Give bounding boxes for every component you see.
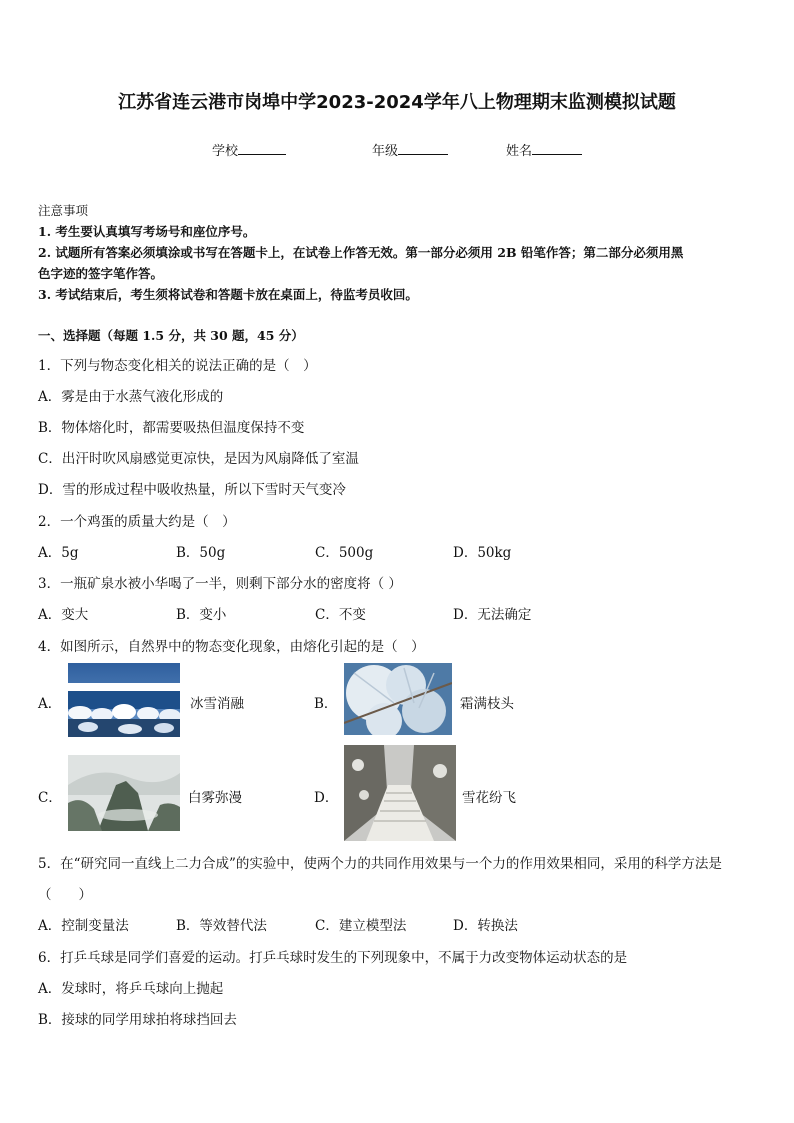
q6-option-b: B．接球的同学用球拍将球挡回去 [38, 1012, 237, 1028]
snowfall-path-image [344, 745, 456, 841]
q6-stem: 6．打乒乓球是同学们喜爱的运动。打乒乓球时发生的下列现象中，不属于力改变物体运动状态的是 [38, 950, 628, 966]
q4-option-a-label: 冰雪消融 [190, 696, 244, 712]
melting-ice-image [68, 663, 180, 737]
note-item: 色字迹的签字笔作答。 [38, 266, 164, 281]
q4-option-d-label: 雪花纷飞 [462, 790, 516, 806]
q1-option-a: A．雾是由于水蒸气液化形成的 [38, 389, 224, 405]
school-blank[interactable] [238, 141, 286, 155]
q2-option-d: D．50kg [453, 545, 512, 561]
name-label: 姓名 [506, 144, 533, 159]
q1-stem: 1．下列与物态变化相关的说法正确的是（ ） [38, 358, 317, 374]
q2-option-a: A．5g [38, 545, 79, 561]
q3-option-c: C．不变 [315, 607, 366, 623]
q3-option-b: B．变小 [176, 607, 227, 623]
q3-option-a: A．变大 [38, 607, 89, 623]
q1-option-b: B．物体熔化时，都需要吸热但温度保持不变 [38, 420, 305, 436]
q2-option-c: C．500g [315, 545, 374, 561]
mist-mountain-photo [68, 755, 180, 831]
q4-stem: 4．如图所示，自然界中的物态变化现象，由熔化引起的是（ ） [38, 639, 425, 655]
q3-stem: 3．一瓶矿泉水被小华喝了一半，则剩下部分水的密度将（ ） [38, 576, 402, 592]
q3-option-d: D．无法确定 [453, 607, 532, 623]
q1-option-c: C．出汗时吹风扇感觉更凉快，是因为风扇降低了室温 [38, 451, 359, 467]
note-item: 3. 考试结束后，考生须将试卷和答题卡放在桌面上，待监考员收回。 [38, 287, 418, 302]
notes-block [38, 200, 683, 305]
q4-option-b-label: 霜满枝头 [460, 696, 514, 712]
q4-option-b-letter: B． [314, 696, 338, 712]
frost-branch-image [344, 663, 452, 735]
notes-heading: 注意事项 [38, 203, 89, 218]
q5-stem-cont: （ ） [38, 887, 92, 903]
q4-option-a-letter: A． [38, 696, 62, 712]
q5-stem: 5．在“研究同一直线上二力合成”的实验中，使两个力的共同作用效果与一个力的作用效果相同，采用的科学方法是 [38, 856, 722, 872]
grade-blank[interactable] [398, 141, 448, 155]
name-field [506, 140, 582, 159]
q4-option-d-letter: D． [314, 790, 339, 806]
mist-mountain-image [68, 755, 180, 831]
name-blank[interactable] [532, 141, 582, 155]
school-label: 学校 [212, 144, 239, 159]
q5-option-a: A．控制变量法 [38, 918, 129, 934]
q4-option-c-label: 白雾弥漫 [188, 790, 242, 806]
q5-option-b: B．等效替代法 [176, 918, 267, 934]
section-heading: 一、选择题（每题 1.5 分，共 30 题，45 分） [38, 328, 304, 343]
grade-field [372, 140, 448, 159]
note-item: 2. 试题所有答案必须填涂或书写在答题卡上，在试卷上作答无效。第一部分必须用 2B 铅笔作答；第二部分必须用黑 [38, 245, 684, 260]
q5-option-d: D．转换法 [453, 918, 518, 934]
note-item: 1. 考生要认真填写考场号和座位序号。 [38, 224, 256, 239]
melting-ice-photo [68, 663, 180, 737]
page-title: 江苏省连云港市岗埠中学2023-2024学年八上物理期末监测模拟试题 [118, 92, 676, 113]
snowfall-path-photo [344, 745, 456, 841]
frost-branch-photo [344, 663, 452, 735]
q1-option-d: D．雪的形成过程中吸收热量，所以下雪时天气变冷 [38, 482, 346, 498]
school-field [212, 140, 286, 159]
q6-option-a: A．发球时，将乒乓球向上抛起 [38, 981, 224, 997]
grade-label: 年级 [372, 144, 399, 159]
q2-option-b: B．50g [176, 545, 226, 561]
q5-option-c: C．建立模型法 [315, 918, 407, 934]
q2-stem: 2．一个鸡蛋的质量大约是（ ） [38, 514, 236, 530]
q4-option-c-letter: C． [38, 790, 62, 806]
